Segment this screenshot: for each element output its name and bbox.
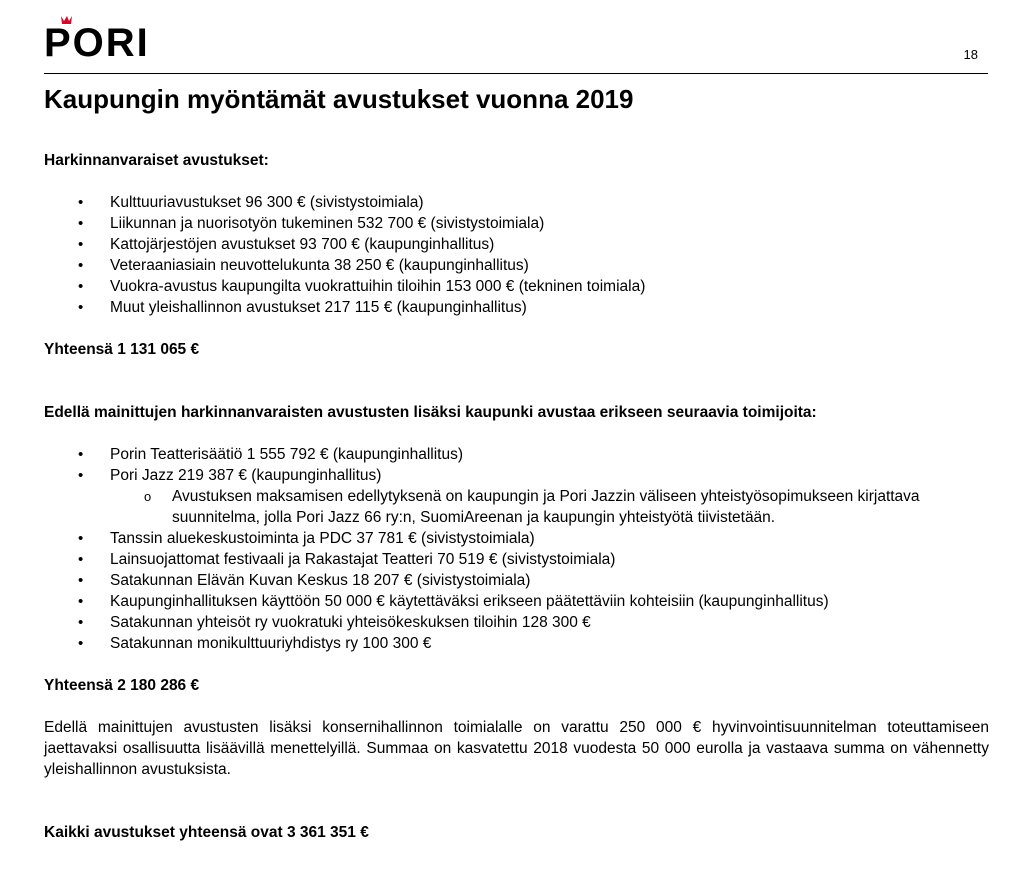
sub-list <box>110 486 989 528</box>
bullet-icon: • <box>78 635 84 652</box>
list-item: • Satakunnan monikulttuuriyhdistys ry 100 300 € <box>78 635 432 652</box>
list-item: • Liikunnan ja nuorisotyön tukeminen 532 700 € (sivistystoimiala) <box>78 215 545 232</box>
grand-total: Kaikki avustukset yhteensä ovat 3 361 351 € <box>44 824 369 841</box>
bullet-icon: • <box>78 299 84 316</box>
bullet-icon: • <box>78 215 84 232</box>
bullet-icon: • <box>78 530 84 547</box>
section1-heading: Harkinnanvaraiset avustukset: <box>44 152 269 169</box>
list-item: • Lainsuojattomat festivaali ja Rakastajat Teatteri 70 519 € (sivistystoimiala) <box>78 551 616 568</box>
bullet-icon: • <box>78 194 84 211</box>
list-item: • Veteraaniasiain neuvottelukunta 38 250 € (kaupunginhallitus) <box>78 257 529 274</box>
bullet-icon: • <box>78 278 84 295</box>
section2-list <box>44 444 989 654</box>
list-item: • Satakunnan Elävän Kuvan Keskus 18 207 € (sivistystoimiala) <box>78 572 531 589</box>
list-item: • Muut yleishallinnon avustukset 217 115 € (kaupunginhallitus) <box>78 299 527 316</box>
body-paragraph: Edellä mainittujen avustusten lisäksi konsernihallinnon toimialalle on varattu 250 000 € hyvinvointisuunnitelman toteuttamiseen jaettavaksi osallisuutta lisäävillä menettelyillä. Summaa on kasvatettu 2018 vuodesta 50 000 eurolla ja vastaava summa on vähennetty yleishallinnon avustuksista. <box>44 719 989 778</box>
list-item: • Kaupunginhallituksen käyttöön 50 000 € käytettäväksi erikseen päätettäviin kohteisiin (kaupunginhallitus) <box>78 593 829 610</box>
bullet-icon: • <box>78 446 84 463</box>
section2-heading: Edellä mainittujen harkinnanvaraisten avustusten lisäksi kaupunki avustaa erikseen seuraavia toimijoita: <box>44 404 817 421</box>
list-item: • Satakunnan yhteisöt ry vuokratuki yhteisökeskuksen tiloihin 128 300 € <box>78 614 591 631</box>
list-item: • Vuokra-avustus kaupungilta vuokrattuihin tiloihin 153 000 € (tekninen toimiala) <box>78 278 646 295</box>
page-number: 18 <box>963 47 978 62</box>
section1-total: Yhteensä 1 131 065 € <box>44 341 200 358</box>
page-title: Kaupungin myöntämät avustukset vuonna 2019 <box>44 84 634 114</box>
list-item: • Porin Teatterisäätiö 1 555 792 € (kaupunginhallitus) <box>78 446 464 463</box>
sub-list-item: o Avustuksen maksamisen edellytyksenä on kaupungin ja Pori Jazzin väliseen yhteistyösopimukseen kirjattava suunnitelma, jolla Pori Jazz 66 ry:n, SuomiAreenan ja kaupungin yhteistyötä tiivistetään. <box>144 488 920 526</box>
list-item: • Kulttuuriavustukset 96 300 € (sivistystoimiala) <box>78 194 424 211</box>
circle-bullet-icon: o <box>144 489 152 504</box>
bullet-icon: • <box>78 614 84 631</box>
bullet-icon: • <box>78 572 84 589</box>
list-item: • Pori Jazz 219 387 € (kaupunginhallitus) o Avustuksen maksamisen edellytyksenä on kaupungin ja Pori Jazzin väliseen yhteistyösopimukseen kirjattava suunnitelma, jolla Pori Jazz 66 ry:n, SuomiAreenan ja kaupungin yhteistyötä tiivistetään. <box>44 465 989 528</box>
pori-logo-graphic <box>44 14 216 60</box>
list-item: • Tanssin aluekeskustoiminta ja PDC 37 781 € (sivistystoimiala) <box>78 530 535 547</box>
pori-logo <box>44 14 216 60</box>
bullet-icon: • <box>78 467 84 484</box>
bullet-icon: • <box>78 593 84 610</box>
bullet-icon: • <box>78 257 84 274</box>
logo-text: PORI <box>44 21 150 60</box>
list-item: • Kattojärjestöjen avustukset 93 700 € (kaupunginhallitus) <box>78 236 495 253</box>
section1-list <box>44 192 989 318</box>
header-rule <box>44 73 988 74</box>
bullet-icon: • <box>78 236 84 253</box>
section2-total: Yhteensä 2 180 286 € <box>44 677 200 694</box>
document-body <box>44 150 989 843</box>
bullet-icon: • <box>78 551 84 568</box>
